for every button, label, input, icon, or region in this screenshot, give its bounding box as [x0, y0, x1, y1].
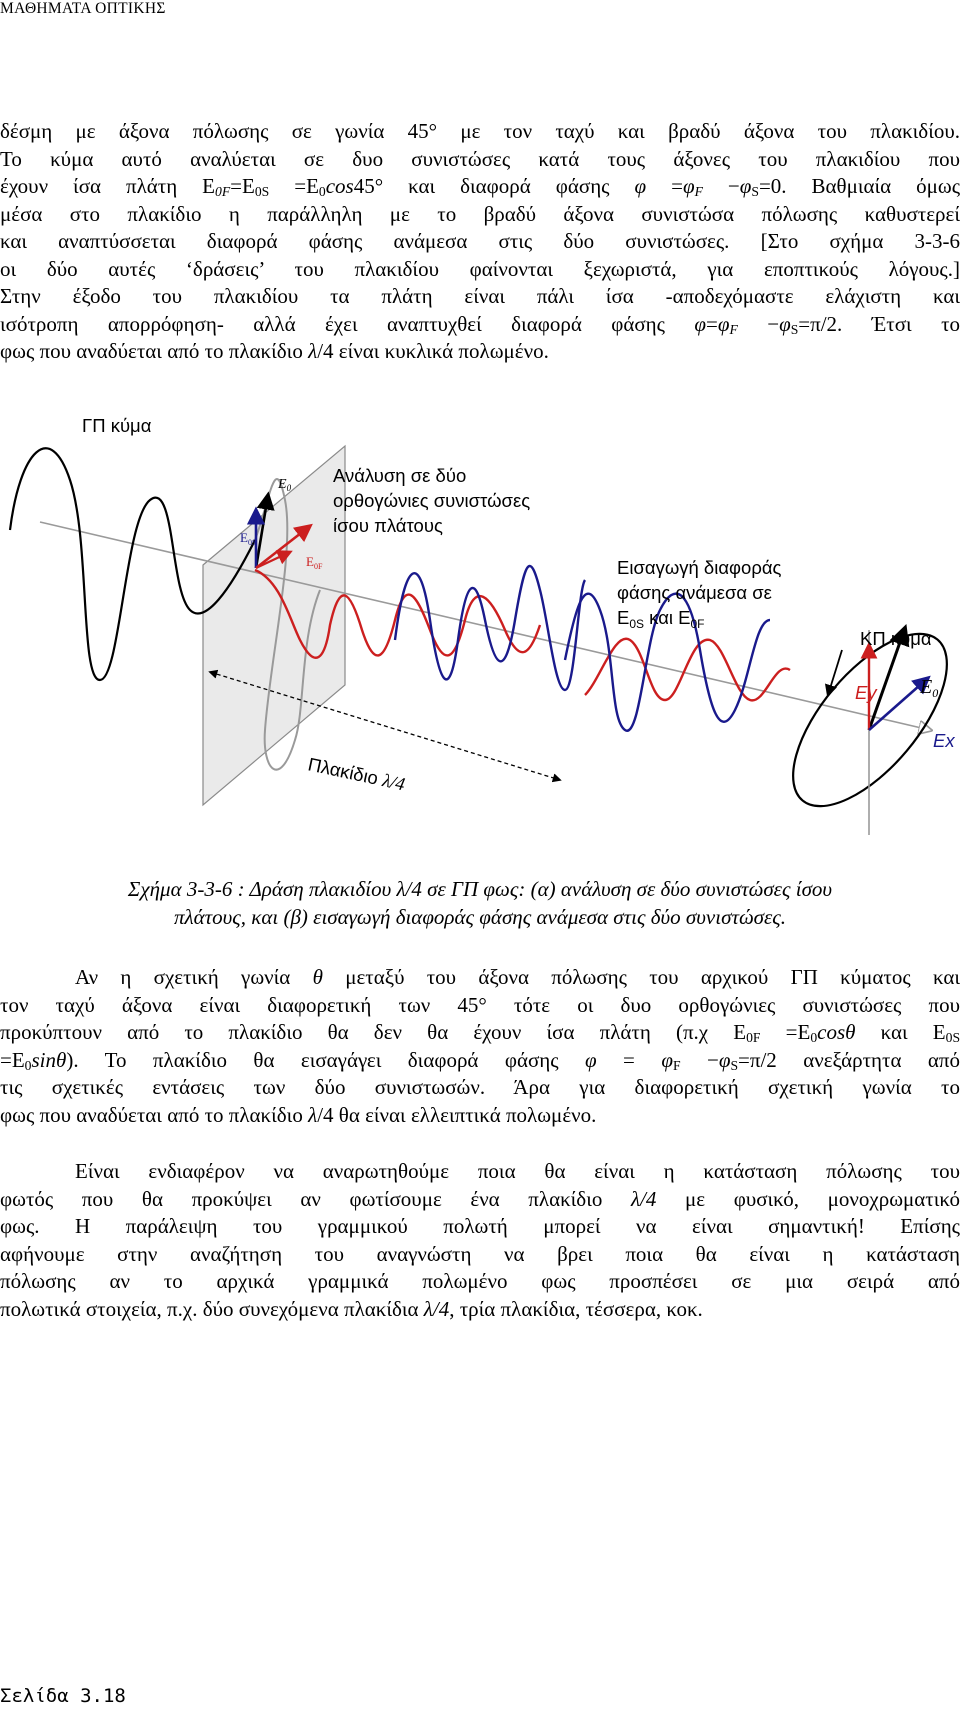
- label-vec-ey: Ey: [855, 682, 877, 703]
- label-vec-ex: Ex: [933, 730, 955, 751]
- para2-line2: τον ταχύ άξονα είναι διαφορετική των 45° τότε οι δυο ορθογώνιες συνιστώσες που: [0, 992, 960, 1017]
- quarter-wave-plate-figure: [0, 415, 960, 860]
- output-red-wave: [585, 639, 790, 701]
- para3-line5: πόλωσης αν το αρχικά γραμμικά πολωμένο φως προσπέσει σε μια σειρά από: [0, 1269, 960, 1293]
- para1-line8: ισότροπη απορρόφηση- αλλά έχει αναπτυχθεί διαφορά φάσης $\varphi=\varphi_F -\varphi_S=\pi/2$. Έτσι το: [0, 311, 960, 337]
- para2-line6: φως που αναδύεται από το πλακίδιο λ/4 θα είναι ελλειπτικά πολωμένο.: [0, 1102, 597, 1127]
- quarter-wave-plate: [203, 446, 345, 805]
- para3-line3: φως. Η παράλειψη του γραμμικού πολωτή μπορεί να είναι σημαντική! Επίσης: [0, 1214, 960, 1238]
- label-plate: Πλακίδιο λ/4: [306, 753, 407, 796]
- caption-line2: πλάτους, και (β) εισαγωγή διαφοράς φάσης ανάμεσα στις δύο συνιστώσες.: [173, 904, 787, 929]
- label-phase-3: $E_{0S}$ και $E_{0F}$: [617, 607, 705, 631]
- para2-line5: τις σχετικές εντάσεις των δύο συνιστωσών. Άρα για διαφορετική σχετική γωνία το: [0, 1075, 960, 1099]
- page-number-footer: Σελίδα 3.18: [0, 1685, 126, 1707]
- para1-line9: φως που αναδύεται από το πλακίδιο λ/4 είναι κυκλικά πολωμένο.: [0, 339, 549, 363]
- para1-line1: δέσμη με άξονα πόλωσης σε γωνία 45° με τον ταχύ και βραδύ άξονα του πλακιδίου.: [0, 119, 960, 143]
- label-phase-2: φάσης ανάμεσα σε: [617, 582, 772, 603]
- para3-line6: πολωτικά στοιχεία, π.χ. δύο συνεχόμενα πλακίδια λ/4, τρία πλακίδια, τέσσερα, κοκ.: [0, 1296, 703, 1321]
- paragraph-angle: [0, 964, 960, 1129]
- para3-line2: φωτός που θα προκύψει αν φωτίσουμε ένα πλακίδιο λ/4 με φυσικό, μονοχρωματικό: [0, 1186, 960, 1211]
- label-lp-wave: ΓΠ κύμα: [82, 415, 152, 436]
- label-analysis-2: ορθογώνιες συνιστώσες: [333, 490, 531, 511]
- para1-line4: μέσα στο πλακίδιο η παράλληλη με το βραδύ άξονα συνιστώσα πόλωσης καθυστερεί: [0, 201, 960, 226]
- para3-line1: Είναι ενδιαφέρον να αναρωτηθούμε ποια θα είναι η κατάσταση πόλωσης του: [75, 1159, 960, 1183]
- para1-line5: και αναπτύσσεται διαφορά φάσης ανάμεσα στις δύο συνιστώσες. [Στο σχήμα 3-3-6: [0, 229, 960, 253]
- para1-line2: Το κύμα αυτό αναλύεται σε δυο συνιστώσες κατά τους άξονες του πλακιδίου που: [0, 146, 960, 171]
- label-analysis-1: Ανάλυση σε δύο: [333, 465, 467, 486]
- label-vec-e0f: $E_{0F}$: [306, 554, 323, 571]
- para2-line3: προκύπτουν από το πλακίδιο θα δεν θα έχουν ίσα πλάτη (π.χ $E_{0F} =E_0\cos\theta$ και $E_{0S}$: [0, 1020, 960, 1045]
- para2-line1: Αν η σχετική γωνία θ μεταξύ του άξονα πόλωσης του αρχικού ΓΠ κύματος και: [75, 965, 960, 989]
- label-vec-e0s: $E_{0S}$: [240, 530, 257, 547]
- paragraph-natural-light: [0, 1158, 960, 1323]
- blue-component-wave: [395, 566, 585, 690]
- para1-line6: οι δύο αυτές ‘δράσεις’ του πλακιδίου φαίνονται ξεχωριστά, για εποπτικούς λόγους.]: [0, 256, 960, 281]
- para1-line7: Στην έξοδο του πλακιδίου τα πλάτη είναι πάλι ίσα -αποδεχόμαστε ελάχιστη και: [0, 284, 960, 308]
- para3-line4: αφήνουμε στην αναζήτηση του αναγνώστη να βρει ποια θα είναι η κατάσταση: [0, 1241, 960, 1266]
- paragraph-intro: [0, 118, 960, 366]
- figure-caption: [0, 876, 960, 931]
- label-vec-e0: $E_0$: [278, 477, 292, 493]
- running-header: ΜΑΘΗΜΑΤΑ ΟΠΤΙΚΗΣ: [0, 0, 166, 17]
- label-phase-1: Εισαγωγή διαφοράς: [617, 557, 782, 578]
- label-cp-wave: ΚΠ κύμα: [860, 628, 932, 649]
- label-analysis-3: ίσου πλάτους: [333, 515, 443, 536]
- para2-line4: $=E_0\sin\theta$). Το πλακίδιο θα εισαγάγει διαφορά φάσης $\varphi = \varphi_F -\varphi_S=\pi/2$ ανεξάρτητα από: [0, 1047, 960, 1073]
- para1-line3: έχουν ίσα πλάτη $E_{0F}=E_{0S} =E_0\cos 45^\circ$ και διαφορά φάσης $\varphi =\varphi_F -\varphi_S=0$. Βαθμιαία όμως: [0, 174, 960, 199]
- label-vec-e0-right: $E_0$: [920, 676, 939, 700]
- caption-line1: Σχήμα 3-3-6 : Δράση πλακιδίου λ/4 σε ΓΠ φως: (α) ανάλυση σε δύο συνιστώσες ίσου: [127, 877, 833, 901]
